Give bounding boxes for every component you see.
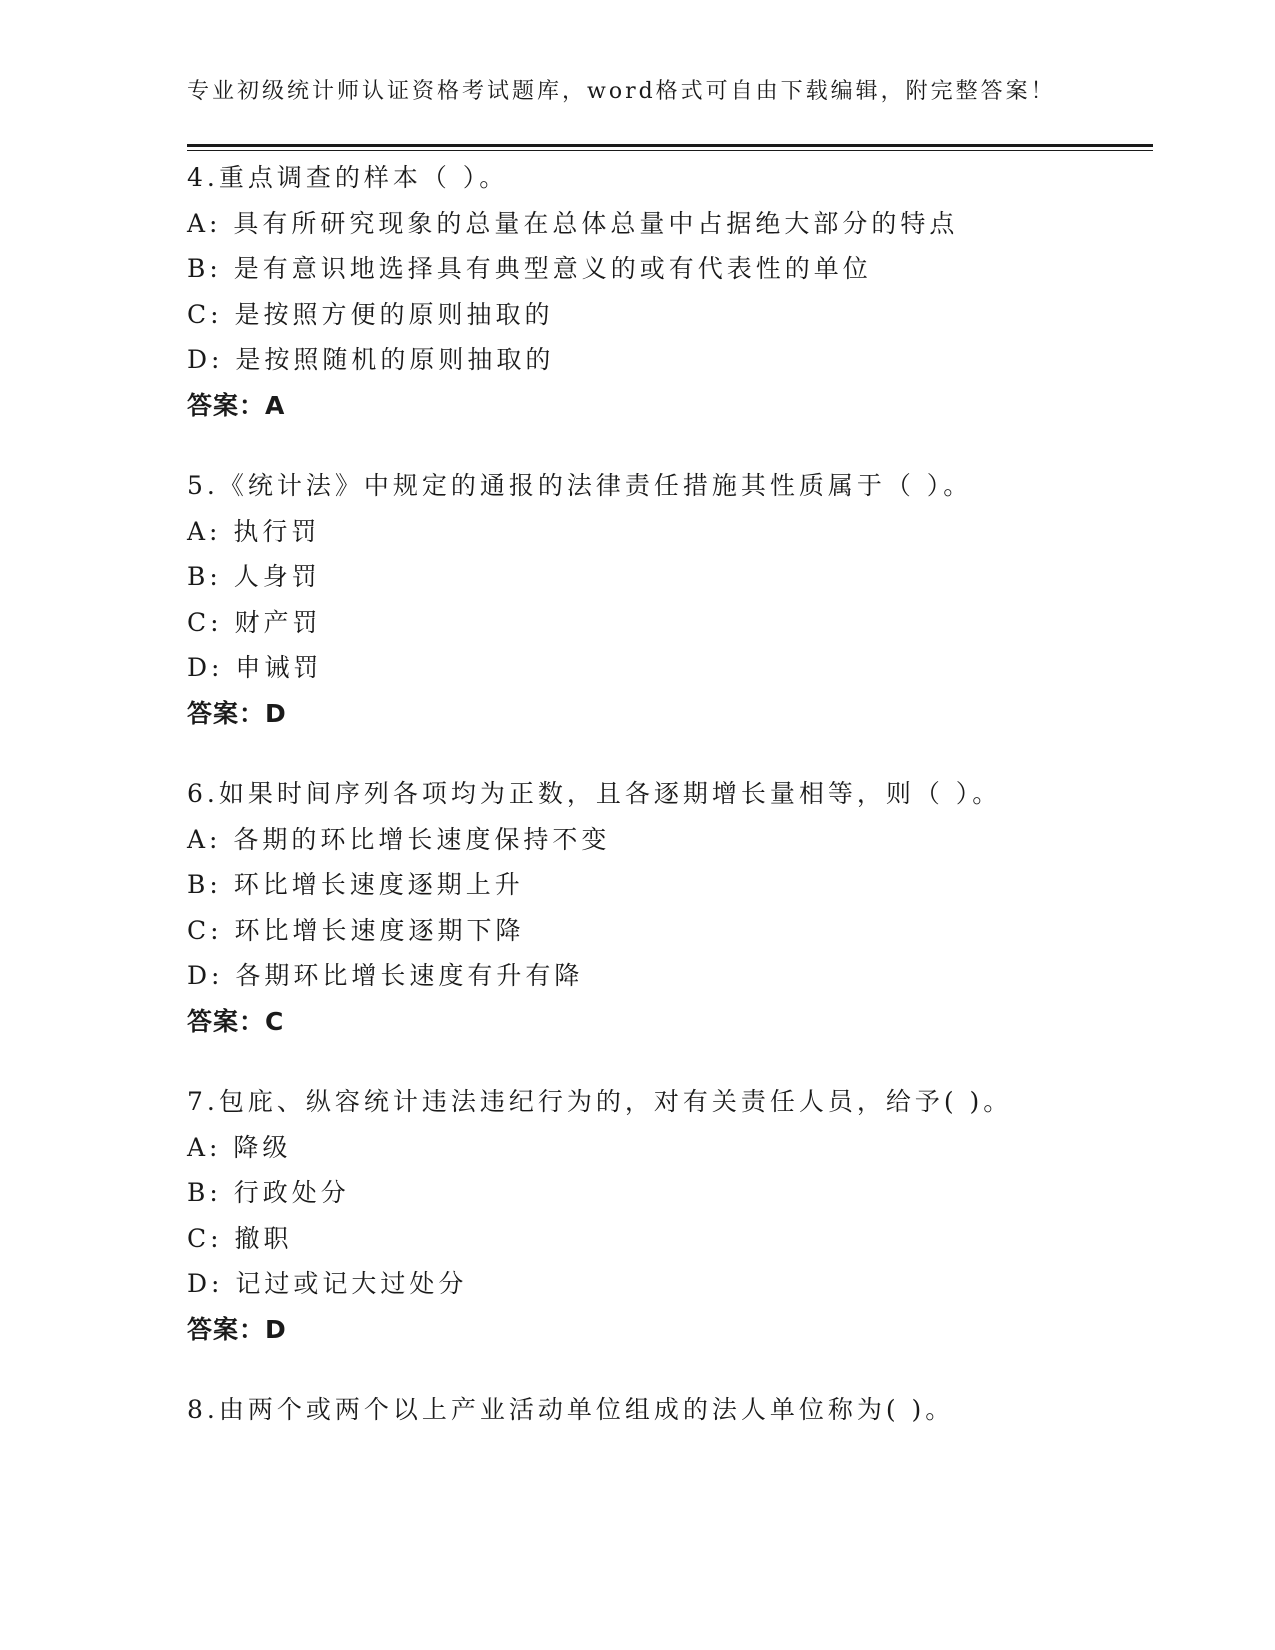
option-b: B: 人身罚 (187, 562, 321, 591)
question-item (187, 771, 1153, 1044)
option-c: C: 是按照方便的原则抽取的 (187, 299, 554, 329)
answer-label: 答案：A (187, 390, 286, 420)
question-item (187, 155, 1153, 428)
option-a: A: 各期的环比增长速度保持不变 (187, 824, 611, 854)
question-gap (187, 736, 1153, 771)
answer-label: 答案：D (187, 1314, 287, 1344)
option-c: C: 财产罚 (187, 607, 322, 637)
option-b: B: 是有意识地选择具有典型意义的或有代表性的单位 (187, 254, 872, 283)
option-d: D: 各期环比增长速度有升有降 (187, 961, 584, 990)
option-a: A: 执行罚 (187, 516, 321, 546)
option-a: A: 具有所研究现象的总量在总体总量中占据绝大部分的特点 (187, 208, 959, 238)
question-list (187, 155, 1153, 1433)
page-header: 专业初级统计师认证资格考试题库，word格式可自由下载编辑，附完整答案！ (187, 79, 1056, 104)
option-a: A: 降级 (187, 1132, 292, 1162)
question-stem: 5.《统计法》中规定的通报的法律责任措施其性质属于（ ）。 (187, 471, 973, 500)
question-item (187, 463, 1153, 736)
option-b: B: 行政处分 (187, 1178, 350, 1207)
option-d: D: 是按照随机的原则抽取的 (187, 345, 555, 374)
option-b: B: 环比增长速度逐期上升 (187, 870, 524, 899)
question-gap (187, 428, 1153, 463)
question-item (187, 1079, 1153, 1352)
question-stem: 8.由两个或两个以上产业活动单位组成的法人单位称为( )。 (187, 1395, 955, 1424)
header-divider-thick (187, 144, 1153, 147)
question-stem: 6.如果时间序列各项均为正数，且各逐期增长量相等，则（ ）。 (187, 779, 1002, 808)
answer-label: 答案：D (187, 698, 287, 728)
question-gap (187, 1044, 1153, 1079)
option-d: D: 申诫罚 (187, 653, 323, 682)
option-d: D: 记过或记大过处分 (187, 1269, 468, 1298)
question-gap (187, 1352, 1153, 1387)
question-stem: 4.重点调查的样本（ ）。 (187, 163, 509, 192)
answer-label: 答案：C (187, 1006, 285, 1036)
header-divider-thin (187, 150, 1153, 151)
question-item (187, 1387, 1153, 1433)
option-c: C: 撤职 (187, 1223, 293, 1253)
question-stem: 7.包庇、纵容统计违法违纪行为的，对有关责任人员，给予( )。 (187, 1087, 1013, 1116)
option-c: C: 环比增长速度逐期下降 (187, 915, 525, 945)
